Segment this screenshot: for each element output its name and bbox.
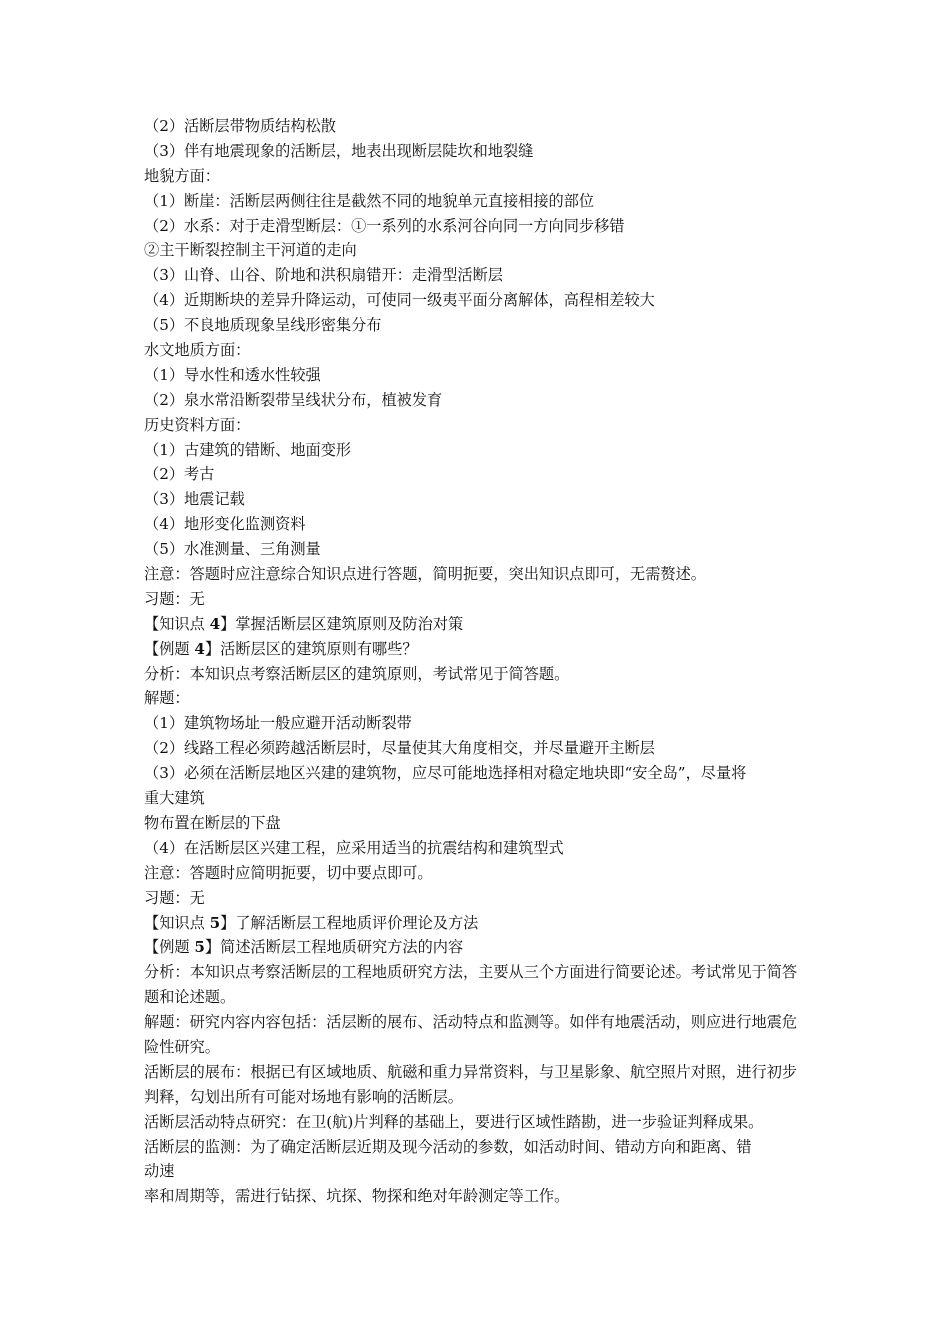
section-heading: 历史资料方面： (144, 415, 251, 434)
example-number: 4 (194, 639, 205, 658)
note-line: 注意：答题时应注意综合知识点进行答题，简明扼要，突出知识点即可，无需赘述。 (144, 565, 706, 584)
example-5-heading (144, 935, 812, 960)
text-line: （2）泉水常沿断裂带呈线状分布，植被发育 (144, 390, 443, 409)
text-line: 率和周期等，需进行钻探、坑探、物探和绝对年龄测定等工作。 (144, 1187, 570, 1206)
knowledge-point-4-heading (144, 612, 812, 637)
knowledge-point-5-heading (144, 911, 812, 936)
text-line: 重大建筑 (144, 789, 205, 808)
text-line: （4）在活断层区兴建工程，应采用适当的抗震结构和建筑型式 (144, 838, 564, 857)
exercise-line: 习题：无 (144, 888, 205, 907)
kp-title: 】了解活断层工程地质评价理论及方法 (220, 913, 479, 932)
text-line: （2）水系：对于走滑型断层：①一系列的水系河谷向同一方向同步移错 (144, 216, 625, 235)
text-line: ②主干断裂控制主干河道的走向 (144, 241, 357, 260)
text-line: （5）不良地质现象呈线形密集分布 (144, 316, 382, 335)
example-prefix: 【例题 (144, 639, 195, 658)
text-line: （1）导水性和透水性较强 (144, 365, 321, 384)
text-line: （3）山脊、山谷、阶地和洪积扇错开：走滑型活断层 (144, 266, 503, 285)
text-line: （3）必须在活断层地区兴建的建筑物，应尽可能地选择相对稳定地块即“安全岛”，尽量将 (144, 764, 747, 783)
document-page (144, 114, 812, 1209)
text-line: （1）建筑物场址一般应避开活动断裂带 (144, 714, 412, 733)
example-title: 】活断层区的建筑原则有哪些？ (204, 639, 418, 658)
example-number: 5 (194, 938, 205, 957)
solution-paragraph: 解题：研究内容内容包括：活层断的展布、活动特点和监测等。如伴有地震活动，则应进行地震危险性研究。 (144, 1013, 798, 1056)
activity-paragraph: 活断层活动特点研究：在卫(航)片判释的基础上，要进行区域性踏勘，进一步验证判释成果。 (144, 1112, 764, 1131)
distribution-paragraph: 活断层的展布：根据已有区域地质、航磁和重力异常资料，与卫星影象、航空照片对照，进行初步判释，勾划出所有可能对场地有影响的活断层。 (144, 1062, 798, 1106)
example-title: 】简述活断层工程地质研究方法的内容 (204, 938, 464, 957)
text-line: （1）古建筑的错断、地面变形 (144, 440, 352, 459)
example-4-heading (144, 637, 812, 662)
text-line: （2）活断层带物质结构松散 (144, 117, 336, 135)
text-line: （5）水准测量、三角测量 (144, 540, 321, 559)
analysis-paragraph: 分析：本知识点考察活断层的工程地质研究方法，主要从三个方面进行简要论述。考试常见于简答题和论述题。 (144, 963, 798, 1007)
kp-prefix: 【知识点 (144, 614, 210, 633)
text-line: （4）近期断块的差异升降运动，可使同一级夷平面分离解体，高程相差较大 (144, 291, 655, 310)
kp-number: 5 (209, 913, 221, 932)
text-line: （2）考古 (144, 465, 215, 484)
kp-prefix: 【知识点 (144, 913, 210, 932)
text-line: 动速 (144, 1162, 175, 1181)
analysis-line: 分析：本知识点考察活断层区的建筑原则，考试常见于简答题。 (144, 664, 570, 683)
kp-title: 】掌握活断层区建筑原则及防治对策 (220, 614, 464, 633)
solution-label: 解题： (144, 689, 190, 708)
exercise-line: 习题：无 (144, 589, 205, 608)
text-line: （2）线路工程必须跨越活断层时，尽量使其大角度相交，并尽量避开主断层 (144, 739, 655, 758)
text-line: （4）地形变化监测资料 (144, 515, 306, 534)
text-line: 物布置在断层的下盘 (144, 813, 281, 832)
text-line: （3）伴有地震现象的活断层，地表出现断层陡坎和地裂缝 (144, 141, 534, 160)
kp-number: 4 (209, 614, 221, 633)
section-heading: 地貌方面： (144, 166, 220, 185)
note-line: 注意：答题时应简明扼要，切中要点即可。 (144, 863, 433, 882)
example-prefix: 【例题 (144, 938, 195, 957)
text-line: （3）地震记载 (144, 490, 245, 509)
text-line: （1）断崖：活断层两侧往往是截然不同的地貌单元直接相接的部位 (144, 191, 595, 210)
text-line: 活断层的监测：为了确定活断层近期及现今活动的参数，如活动时间、错动方向和距离、错 (144, 1137, 752, 1156)
section-heading: 水文地质方面： (144, 341, 251, 360)
